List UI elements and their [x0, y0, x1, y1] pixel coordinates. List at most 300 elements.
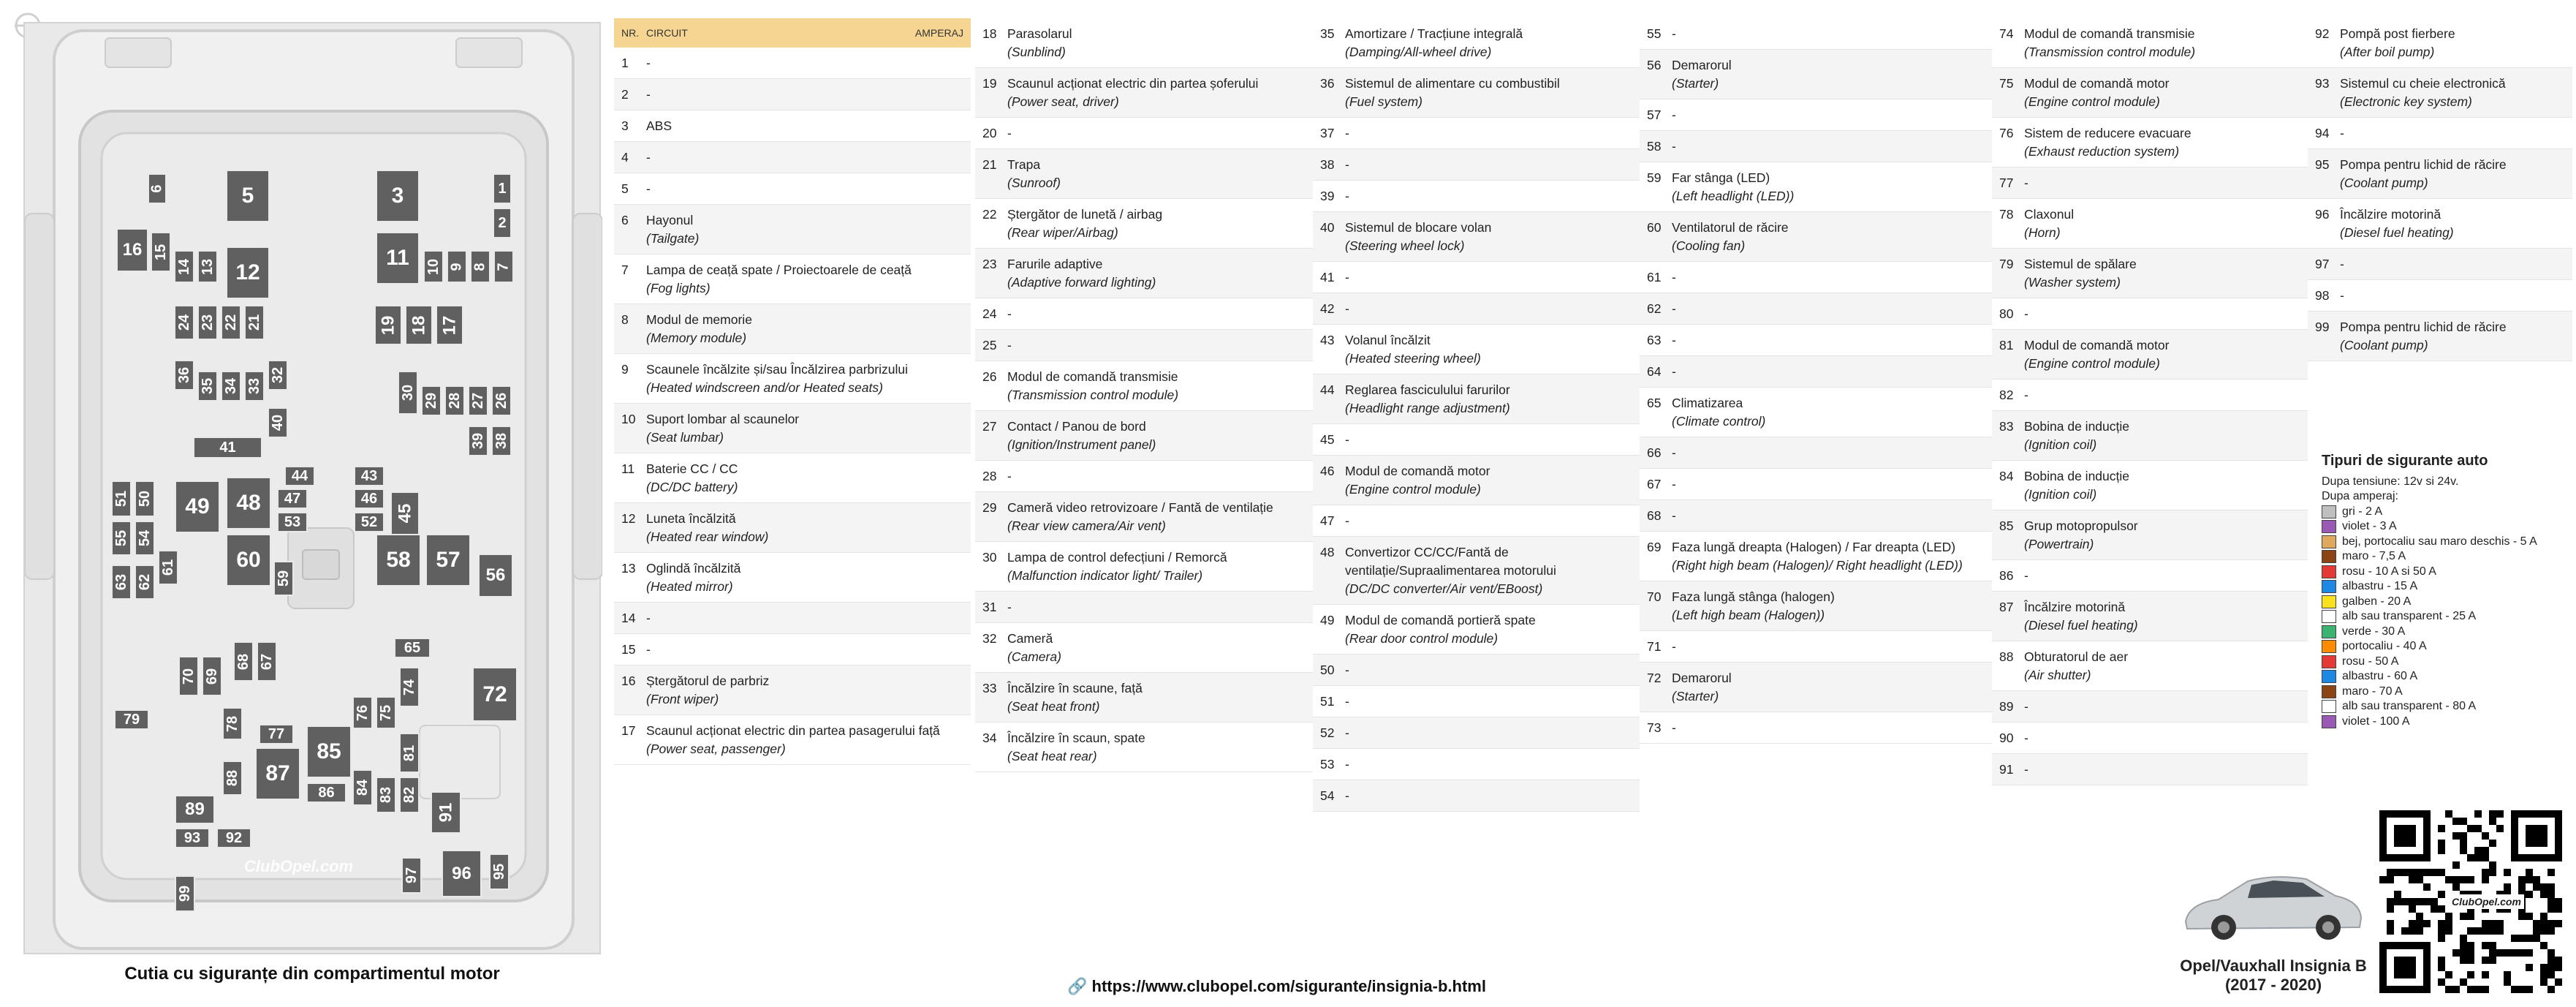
fuse-number: 91: [1999, 762, 2014, 777]
fuse-description: [1672, 137, 1992, 156]
fuse-28: 28: [444, 385, 465, 416]
fuse-circuit-ro: -: [1345, 432, 1349, 447]
fuse-row: [2308, 249, 2572, 280]
fuse-row: [614, 665, 971, 715]
fuse-circuit-ro: -: [1672, 108, 1676, 122]
fuse-number: 32: [982, 631, 997, 646]
fuse-row: [614, 354, 971, 404]
fuse-number: 52: [1320, 725, 1335, 740]
fuse-circuit-ro: -: [1007, 600, 1012, 614]
fuse-row: [1992, 560, 2308, 592]
fuse-24: 24: [174, 305, 194, 340]
fuse-description: [1672, 106, 1992, 124]
fuse-number: 49: [1320, 613, 1335, 627]
fuse-circuit-en: (Coolant pump): [2340, 176, 2428, 190]
fuse-row: [614, 173, 971, 205]
fuse-description: [2024, 467, 2308, 504]
fuse-circuit-ro: -: [1672, 139, 1676, 154]
fuse-number: 50: [1320, 663, 1335, 677]
fuse-description: [646, 311, 971, 347]
fuse-circuit-ro: Scaunul acționat electric din partea pasagerului față: [646, 723, 940, 738]
fuse-number: 31: [982, 600, 997, 614]
fuse-72: 72: [472, 667, 518, 722]
fuse-82: 82: [399, 777, 420, 813]
fuse-row: [1992, 330, 2308, 380]
fuse-61: 61: [158, 550, 178, 585]
link-icon: 🔗: [1067, 977, 1088, 995]
fuse-circuit-ro: Modul de comandă transmisie: [1007, 369, 1178, 384]
fuse-circuit-en: (Sunblind): [1007, 45, 1066, 59]
fuse-circuit-ro: -: [1672, 301, 1676, 316]
legend-swatch: [2322, 535, 2336, 548]
fuse-number: 80: [1999, 306, 2014, 321]
fuse-number: 26: [982, 369, 997, 384]
legend-swatch: [2322, 640, 2336, 653]
legend-label: alb sau transparent - 25 A: [2342, 610, 2477, 622]
fuse-circuit-en: (Engine control module): [1345, 482, 1481, 497]
legend-item: [2322, 535, 2570, 550]
fuse-number: 85: [1999, 518, 2014, 533]
fuse-number: 96: [2315, 207, 2330, 222]
fuse-circuit-en: (Washer system): [2024, 275, 2121, 290]
fuse-circuit-en: (Fuel system): [1345, 94, 1423, 109]
fuse-description: [2024, 174, 2308, 192]
fuse-description: [2024, 567, 2308, 585]
fuse-row: [1640, 293, 1992, 325]
legend-label: rosu - 10 A si 50 A: [2342, 565, 2436, 578]
fuse-circuit-en: (After boil pump): [2340, 45, 2435, 59]
fuse-circuit-ro: -: [1672, 270, 1676, 284]
legend-item: [2322, 625, 2570, 640]
fuse-number: 90: [1999, 731, 2014, 745]
fuse-circuit-ro: Farurile adaptive: [1007, 257, 1103, 271]
fuse-row: [1313, 212, 1640, 262]
fuse-row: [1992, 411, 2308, 461]
fuse-number: 70: [1647, 589, 1662, 604]
fuse-color-legend: [2322, 453, 2570, 729]
fuse-87: 87: [255, 747, 300, 800]
fuse-circuit-ro: Sistemul de spălare: [2024, 257, 2137, 271]
fuse-circuit-en: (Rear door control module): [1345, 631, 1499, 646]
fuse-number: 1: [621, 56, 629, 70]
fuse-circuit-en: (Diesel fuel heating): [2340, 225, 2454, 240]
fuse-96: 96: [442, 850, 482, 897]
fuse-circuit-ro: -: [2024, 388, 2028, 402]
fuse-circuit-en: (Air shutter): [2024, 668, 2091, 682]
fuse-row: [1992, 723, 2308, 754]
fuse-circuit-ro: Modul de comandă motor: [2024, 338, 2170, 352]
fuse-circuit-ro: Lampa de control defecțiuni / Remorcă: [1007, 550, 1227, 565]
legend-label: gri - 2 A: [2342, 505, 2383, 518]
fuse-circuit-ro: Obturatorul de aer: [2024, 649, 2129, 664]
fuse-description: [2024, 517, 2308, 554]
fuse-number: 14: [621, 611, 636, 625]
fuse-91: 91: [431, 791, 461, 834]
fuse-number: 65: [1647, 396, 1662, 410]
fuse-description: [1672, 56, 1992, 93]
fuse-circuit-ro: ABS: [646, 118, 673, 133]
fuse-99: 99: [175, 875, 195, 912]
fuse-11: 11: [376, 232, 420, 284]
fuse-circuit-ro: Lampa de ceață spate / Proiectoarele de ceață: [646, 263, 912, 277]
fuse-description: [1007, 305, 1313, 323]
car-image: [2178, 863, 2368, 947]
fuse-description: [1345, 661, 1640, 679]
fuse-description: [1672, 268, 1992, 287]
fuse-table-column-2: [975, 18, 1313, 772]
fuse-circuit-en: (Engine control module): [2024, 356, 2160, 371]
fuse-row: [1992, 18, 2308, 68]
fuse-number: 76: [1999, 126, 2014, 140]
qr-logo: ClubOpel.com: [2449, 894, 2524, 909]
fuse-row: [1992, 68, 2308, 118]
header-nr: NR.: [621, 27, 640, 39]
fuse-circuit-ro: Sistem de reducere evacuare: [2024, 126, 2192, 140]
fuse-circuit-en: (Ignition coil): [2024, 437, 2097, 452]
fuse-6: 6: [148, 173, 167, 204]
fuse-description: [1007, 630, 1313, 666]
fuse-number: 56: [1647, 58, 1662, 72]
fuse-circuit-en: (Damping/All-wheel drive): [1345, 45, 1492, 59]
fuse-table-column-1: [614, 18, 971, 765]
fuse-description: [1345, 787, 1640, 805]
fuse-circuit-ro: Luneta încălzită: [646, 511, 736, 526]
fuse-description: [1007, 124, 1313, 143]
fuse-circuit-ro: Contact / Panou de bord: [1007, 419, 1146, 434]
fuse-number: 58: [1647, 139, 1662, 154]
fuse-14: 14: [174, 250, 194, 283]
fuse-number: 41: [1320, 270, 1335, 284]
fuse-circuit-en: (Exhaust reduction system): [2024, 144, 2180, 159]
fuse-row: [975, 492, 1313, 542]
fuse-row: [975, 623, 1313, 673]
fuse-row: [1313, 118, 1640, 149]
fuse-number: 98: [2315, 288, 2330, 303]
fuse-number: 86: [1999, 568, 2014, 583]
fuse-circuit-en: (Diesel fuel heating): [2024, 618, 2138, 633]
fuse-circuit-ro: -: [1345, 157, 1349, 172]
legend-label: maro - 70 A: [2342, 684, 2403, 698]
fuse-circuit-ro: -: [1672, 445, 1676, 460]
legend-title: Tipuri de sigurante auto: [2322, 453, 2488, 469]
fuse-51: 51: [111, 480, 132, 517]
fuse-circuit-ro: Pompa pentru lichid de răcire: [2340, 157, 2507, 172]
fuse-description: [1345, 693, 1640, 711]
fuse-description: [2024, 75, 2308, 111]
fuse-description: [1007, 205, 1313, 242]
fuse-circuit-ro: Faza lungă stânga (halogen): [1672, 589, 1835, 604]
fuse-row: [1313, 262, 1640, 293]
fuse-92: 92: [216, 828, 251, 848]
fuse-circuit-ro: Scaunele încălzite și/sau Încălzirea parbrizului: [646, 362, 908, 377]
fuse-circuit-ro: Amortizare / Tracțiune integrală: [1345, 26, 1523, 41]
source-link[interactable]: [1067, 977, 1486, 996]
fuse-circuit-ro: -: [1007, 306, 1012, 321]
legend-label: rosu - 50 A: [2342, 655, 2399, 668]
fuse-number: 94: [2315, 126, 2330, 140]
fuse-circuit-en: (Steering wheel lock): [1345, 238, 1465, 253]
legend-item: [2322, 639, 2570, 655]
fuse-circuit-ro: -: [2340, 126, 2344, 140]
fuse-row: [614, 254, 971, 304]
fuse-22: 22: [221, 305, 241, 340]
fuse-number: 88: [1999, 649, 2014, 664]
fuse-circuit-en: (Electronic key system): [2340, 94, 2472, 109]
fuse-number: 34: [982, 731, 997, 745]
fuse-number: 47: [1320, 513, 1335, 528]
legend-label: maro - 7,5 A: [2342, 550, 2406, 562]
fuse-row: [1313, 456, 1640, 505]
fuse-43: 43: [354, 466, 384, 486]
fuse-description: [646, 722, 971, 758]
fuse-number: 78: [1999, 207, 2014, 222]
fuse-circuit-ro: Cameră: [1007, 631, 1053, 646]
fuse-circuit-ro: Ștergător de lunetă / airbag: [1007, 207, 1163, 222]
fuse-description: [646, 460, 971, 497]
fuse-row: [975, 673, 1313, 723]
legend-label: portocaliu - 40 A: [2342, 640, 2427, 652]
fuse-description: [2024, 386, 2308, 404]
fuse-57: 57: [425, 534, 471, 587]
fuse-circuit-ro: -: [1672, 477, 1676, 491]
fuse-row: [975, 330, 1313, 361]
fuse-circuit-ro: Demarorul: [1672, 671, 1732, 685]
fuse-row: [614, 453, 971, 503]
fuse-row: [975, 149, 1313, 199]
fuse-description: [2024, 205, 2308, 242]
legend-items: [2322, 505, 2570, 730]
fuse-88: 88: [222, 761, 243, 796]
fuse-9: 9: [447, 250, 467, 283]
fuse-row: [1640, 356, 1992, 388]
fuse-number: 95: [2315, 157, 2330, 172]
fuse-circuit-en: (DC/DC battery): [646, 480, 738, 494]
fuse-description: [1007, 255, 1313, 292]
fuse-number: 39: [1320, 189, 1335, 203]
fuse-number: 63: [1647, 333, 1662, 347]
fuse-description: [646, 261, 971, 298]
fuse-circuit-en: (Camera): [1007, 649, 1061, 664]
fuse-description: [1672, 507, 1992, 525]
fuse-circuit-ro: Sistemul de alimentare cu combustibil: [1345, 76, 1560, 91]
fuse-description: [1007, 418, 1313, 454]
fuse-row: [614, 48, 971, 79]
legend-swatch: [2322, 700, 2336, 713]
fuse-number: 81: [1999, 338, 2014, 352]
header-amperaj: AMPERAJ: [914, 27, 963, 39]
fuse-row: [1640, 500, 1992, 532]
legend-item: [2322, 684, 2570, 700]
fuse-49: 49: [175, 480, 220, 533]
fuse-description: [1007, 75, 1313, 111]
legend-item: [2322, 595, 2570, 610]
fuse-62: 62: [135, 565, 155, 600]
fuse-circuit-ro: Sistemul de blocare volan: [1345, 220, 1492, 235]
fuse-circuit-ro: -: [1345, 757, 1349, 772]
fuse-description: [1672, 588, 1992, 625]
legend-swatch: [2322, 520, 2336, 533]
fuse-description: [1345, 219, 1640, 255]
fuse-row: [1313, 149, 1640, 181]
fuse-description: [1345, 300, 1640, 318]
fuse-circuit-ro: Suport lombar al scaunelor: [646, 412, 800, 426]
table-header: [614, 18, 971, 48]
fuse-circuit-en: (Front wiper): [646, 692, 719, 706]
fuse-number: 2: [621, 87, 629, 102]
fuse-description: [646, 54, 971, 72]
fuse-26: 26: [491, 385, 512, 416]
fuse-number: 69: [1647, 540, 1662, 554]
fuse-circuit-en: (Sunroof): [1007, 176, 1061, 190]
fuse-description: [1672, 475, 1992, 494]
fuse-circuit-ro: Încălzire motorină: [2340, 207, 2441, 222]
legend-swatch: [2322, 505, 2336, 518]
fuse-number: 48: [1320, 545, 1335, 559]
fuse-number: 15: [621, 642, 636, 657]
fuse-row: [1992, 641, 2308, 691]
fuse-circuit-ro: Hayonul: [646, 213, 694, 227]
fuse-row: [975, 542, 1313, 592]
fuse-15: 15: [151, 232, 171, 272]
fuse-number: 22: [982, 207, 997, 222]
fuse-circuit-en: (Heated mirror): [646, 579, 733, 594]
fuse-number: 11: [621, 461, 635, 476]
fuse-48: 48: [226, 477, 271, 529]
fuse-circuit-ro: Reglarea fasciculului farurilor: [1345, 382, 1510, 397]
fuse-row: [2308, 68, 2572, 118]
fuse-description: [646, 86, 971, 104]
fuse-row: [1992, 249, 2308, 298]
fuse-row: [1640, 131, 1992, 162]
fuse-7: 7: [493, 250, 514, 283]
fuse-row: [1640, 99, 1992, 131]
fuse-86: 86: [306, 782, 346, 803]
fuse-row: [1313, 325, 1640, 374]
fuse-number: 19: [982, 76, 997, 91]
fuse-row: [1992, 754, 2308, 785]
fuse-circuit-en: (Headlight range adjustment): [1345, 401, 1510, 415]
fuse-number: 3: [621, 118, 629, 133]
fuse-row: [614, 142, 971, 173]
fuse-row: [614, 404, 971, 453]
fuse-circuit-ro: -: [1007, 126, 1012, 140]
fuse-circuit-ro: Modul de memorie: [646, 312, 752, 327]
fuse-circuit-en: (Cooling fan): [1672, 238, 1746, 253]
fuse-description: [2024, 729, 2308, 747]
fuse-number: 33: [982, 681, 997, 695]
fuse-number: 27: [982, 419, 997, 434]
fuse-8: 8: [470, 250, 490, 283]
fuse-row: [614, 79, 971, 110]
fuse-number: 35: [1320, 26, 1335, 41]
fuse-row: [1992, 691, 2308, 723]
fuse-row: [1992, 380, 2308, 411]
fuse-78: 78: [222, 707, 243, 740]
fuse-description: [1007, 679, 1313, 716]
fuse-circuit-ro: -: [1672, 364, 1676, 379]
fuse-row: [1640, 50, 1992, 99]
fuse-number: 9: [621, 362, 629, 377]
fuse-description: [2024, 698, 2308, 716]
fuse-circuit-ro: Claxonul: [2024, 207, 2075, 222]
fuse-38: 38: [491, 426, 512, 456]
fuse-circuit-en: (Starter): [1672, 689, 1719, 704]
fuse-74: 74: [399, 667, 420, 707]
fuse-number: 67: [1647, 477, 1662, 491]
fuse-row: [1313, 655, 1640, 686]
fuse-number: 59: [1647, 170, 1662, 185]
fuse-56: 56: [478, 554, 513, 597]
fuse-44: 44: [284, 466, 315, 486]
fuse-description: [1345, 462, 1640, 499]
fuse-row: [1640, 262, 1992, 293]
fuse-description: [1345, 543, 1640, 598]
fuse-number: 30: [982, 550, 997, 565]
fuse-row: [975, 68, 1313, 118]
fuse-number: 40: [1320, 220, 1335, 235]
legend-swatch: [2322, 610, 2336, 623]
fuse-description: [2024, 648, 2308, 684]
fuse-circuit-en: (Seat heat rear): [1007, 749, 1097, 763]
fuse-description: [1345, 124, 1640, 143]
fuse-circuit-en: (Tailgate): [646, 231, 700, 246]
fuse-circuit-ro: -: [2340, 257, 2344, 271]
fuse-circuit-ro: Far stânga (LED): [1672, 170, 1770, 185]
fuse-description: [1007, 598, 1313, 616]
fuse-69: 69: [202, 656, 222, 696]
fuse-number: 71: [1647, 639, 1662, 654]
fuse-65: 65: [394, 638, 431, 658]
fuse-circuit-ro: Ștergătorul de parbriz: [646, 674, 770, 688]
fuse-circuit-en: (Climate control): [1672, 414, 1766, 429]
fuse-2: 2: [493, 208, 512, 238]
fuse-23: 23: [197, 305, 218, 340]
fuse-circuit-en: (Powertrain): [2024, 537, 2094, 551]
fuse-13: 13: [197, 250, 218, 283]
legend-item: [2322, 549, 2570, 565]
fuse-circuit-ro: Pompă post fierbere: [2340, 26, 2455, 41]
fuse-number: 97: [2315, 257, 2330, 271]
fuse-circuit-ro: -: [646, 87, 651, 102]
fuse-row: [2308, 18, 2572, 68]
fuse-84: 84: [352, 769, 373, 806]
fuse-description: [1345, 268, 1640, 287]
fuse-description: [1672, 638, 1992, 656]
fuse-row: [614, 553, 971, 603]
fuse-circuit-ro: Modul de comandă transmisie: [2024, 26, 2195, 41]
legend-label: galben - 20 A: [2342, 595, 2412, 608]
fuse-row: [975, 411, 1313, 461]
fuse-circuit-en: (Power seat, driver): [1007, 94, 1119, 109]
fuse-description: [2024, 124, 2308, 161]
fuse-description: [646, 559, 971, 596]
diagram-caption: Cutia cu siguranțe din compartimentul motor: [124, 964, 500, 984]
fuse-number: 24: [982, 306, 997, 321]
legend-label: bej, portocaliu sau maro deschis - 5 A: [2342, 535, 2537, 548]
fuse-row: [975, 723, 1313, 772]
fuse-circuit-ro: Faza lungă dreapta (Halogen) / Far dreapta (LED): [1672, 540, 1956, 554]
fuse-circuit-ro: -: [2024, 699, 2028, 714]
fuse-circuit-ro: -: [1345, 189, 1349, 203]
fuse-number: 21: [982, 157, 997, 172]
fuse-circuit-en: (Coolant pump): [2340, 338, 2428, 352]
fuse-circuit-en: (Malfunction indicator light/ Trailer): [1007, 568, 1203, 583]
watermark: ClubOpel.com: [244, 857, 354, 875]
fuse-55: 55: [111, 521, 132, 556]
fuse-circuit-en: (Right high beam (Halogen)/ Right headlight (LED)): [1672, 558, 1963, 573]
fuse-34: 34: [221, 371, 241, 401]
fuse-row: [975, 249, 1313, 298]
